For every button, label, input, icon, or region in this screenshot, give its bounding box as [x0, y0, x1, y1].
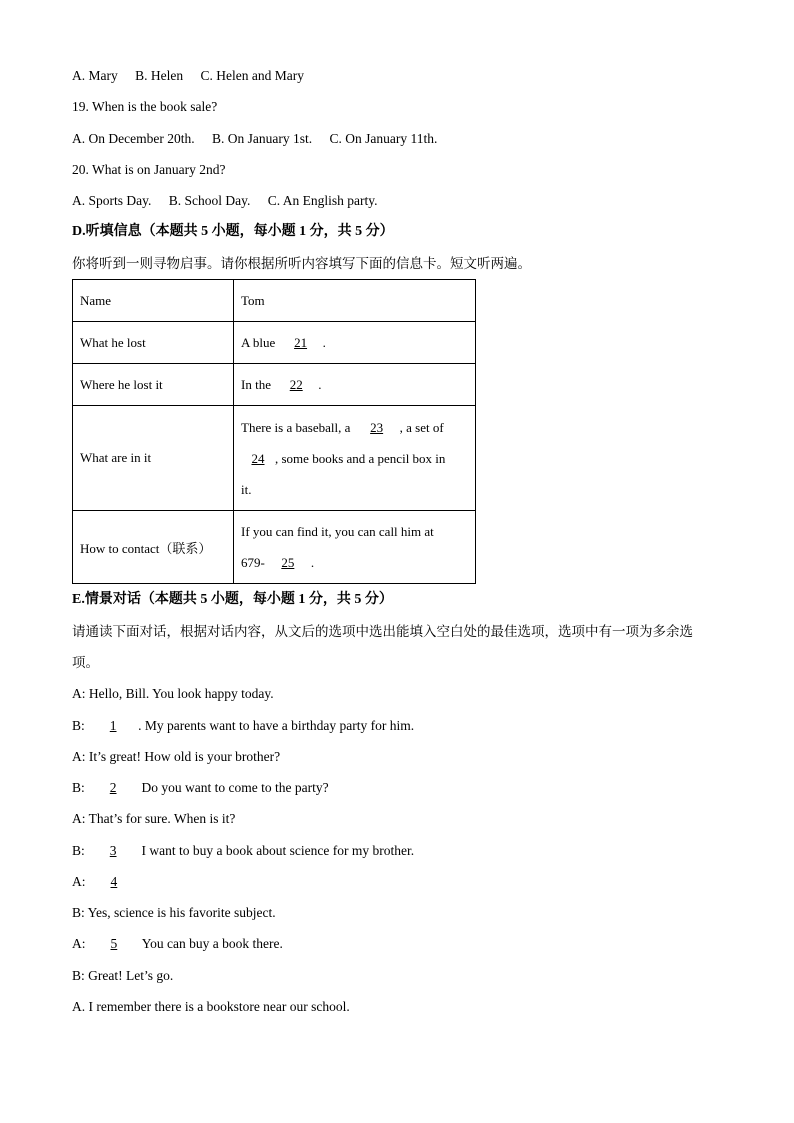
- blank-5: 5: [110, 936, 118, 951]
- q20-options: [72, 192, 392, 210]
- q18-option-a: A. Mary: [72, 68, 118, 83]
- q19-option-a: A. On December 20th.: [72, 131, 195, 146]
- speaker-label: A:: [72, 936, 86, 951]
- contents-line-1: [241, 412, 468, 443]
- dialogue-line: [72, 810, 235, 828]
- dialogue-line: [72, 779, 329, 797]
- q20-option-c: C. An English party.: [267, 193, 378, 208]
- q19-question: 19. When is the book sale?: [72, 99, 218, 114]
- q20-question: 20. What is on January 2nd?: [72, 162, 226, 177]
- text-prefix: 679-: [241, 555, 265, 570]
- dialogue-line: [72, 904, 276, 922]
- speaker-label: A:: [72, 811, 86, 826]
- dialogue-text: . My parents want to have a birthday party for him.: [138, 718, 415, 733]
- q18-option-c: C. Helen and Mary: [200, 68, 304, 83]
- contact-line-1: If you can find it, you can call him at: [241, 524, 434, 539]
- row-label-what-lost: What he lost: [73, 322, 234, 364]
- text-suffix: .: [310, 555, 315, 570]
- table-row: [73, 364, 476, 406]
- text-suffix: , some books and a pencil box in: [275, 450, 446, 466]
- q18-options: [72, 67, 318, 85]
- text-suffix: , a set of: [399, 419, 444, 435]
- row-value-where-lost: [234, 364, 476, 406]
- option-a: A. I remember there is a bookstore near our school.: [72, 999, 350, 1014]
- table-row: [73, 511, 476, 584]
- blank-24: 24: [251, 450, 265, 466]
- blank-1: 1: [109, 718, 117, 733]
- q20-option-b: B. School Day.: [168, 193, 251, 208]
- section-e-instruction-2: 项。: [72, 655, 99, 670]
- q20-option-a: A. Sports Day.: [72, 193, 152, 208]
- speaker-label: B:: [72, 843, 85, 858]
- dialogue-line: [72, 685, 274, 703]
- speaker-label: B:: [72, 905, 85, 920]
- contents-line-3: it.: [241, 481, 252, 497]
- dialogue-text: It’s great! How old is your brother?: [88, 749, 281, 764]
- row-label-contents: What are in it: [73, 406, 234, 511]
- blank-23: 23: [370, 419, 384, 435]
- row-value-contact: [234, 511, 476, 584]
- dialogue-text: That’s for sure. When is it?: [88, 811, 236, 826]
- blank-25: 25: [281, 555, 295, 570]
- text-prefix: A blue: [241, 334, 276, 350]
- q19-option-c: C. On January 11th.: [329, 131, 438, 146]
- section-d-instruction: 你将听到一则寻物启事。请你根据所听内容填写下面的信息卡。短文听两遍。: [72, 256, 531, 271]
- contents-line-2: [241, 443, 468, 474]
- dialogue-text: Yes, science is his favorite subject.: [87, 905, 276, 920]
- dialogue-line: [72, 748, 280, 766]
- speaker-label: A:: [72, 749, 86, 764]
- table-row: [73, 322, 476, 364]
- dialogue-text: Hello, Bill. You look happy today.: [88, 686, 274, 701]
- text-prefix: There is a baseball, a: [241, 419, 351, 435]
- dialogue-text: Do you want to come to the party?: [138, 780, 329, 795]
- section-d-heading: D.听填信息（本题共 5 小题，每小题 1 分，共 5 分）: [72, 224, 394, 239]
- dialogue-line: [72, 873, 139, 891]
- dialogue-line: [72, 935, 283, 953]
- table-row: [73, 406, 476, 511]
- speaker-label: B:: [72, 780, 85, 795]
- blank-2: 2: [109, 780, 117, 795]
- blank-22: 22: [289, 376, 303, 392]
- q19-option-b: B. On January 1st.: [211, 131, 313, 146]
- speaker-label: A:: [72, 686, 86, 701]
- row-value-name: Tom: [234, 280, 476, 322]
- table-row: [73, 280, 476, 322]
- row-label-name: Name: [73, 280, 234, 322]
- info-card-table: [72, 279, 476, 584]
- speaker-label: A:: [72, 874, 86, 889]
- dialogue-text: I want to buy a book about science for my brother.: [138, 843, 415, 858]
- text-suffix: .: [322, 334, 326, 350]
- text-suffix: .: [318, 376, 322, 392]
- dialogue-line: [72, 842, 414, 860]
- speaker-label: B:: [72, 968, 85, 983]
- row-label-contact: How to contact（联系）: [73, 511, 234, 584]
- q19-options: [72, 130, 451, 148]
- blank-4: 4: [110, 874, 118, 889]
- row-value-what-lost: [234, 322, 476, 364]
- section-e-instruction-1: 请通读下面对话，根据对话内容，从文后的选项中选出能填入空白处的最佳选项，选项中有一项为多余选: [72, 624, 693, 639]
- dialogue-line: [72, 967, 173, 985]
- q18-option-b: B. Helen: [135, 68, 184, 83]
- dialogue-text: You can buy a book there.: [138, 936, 283, 951]
- text-prefix: In the: [241, 376, 271, 392]
- row-value-contents: [234, 406, 476, 511]
- section-e-heading: E.情景对话（本题共 5 小题，每小题 1 分，共 5 分）: [72, 592, 393, 607]
- blank-3: 3: [109, 843, 117, 858]
- row-label-where-lost: Where he lost it: [73, 364, 234, 406]
- dialogue-line: [72, 717, 414, 735]
- speaker-label: B:: [72, 718, 85, 733]
- contact-line-2: [241, 547, 468, 578]
- blank-21: 21: [294, 334, 308, 350]
- dialogue-text: Great! Let’s go.: [88, 968, 174, 983]
